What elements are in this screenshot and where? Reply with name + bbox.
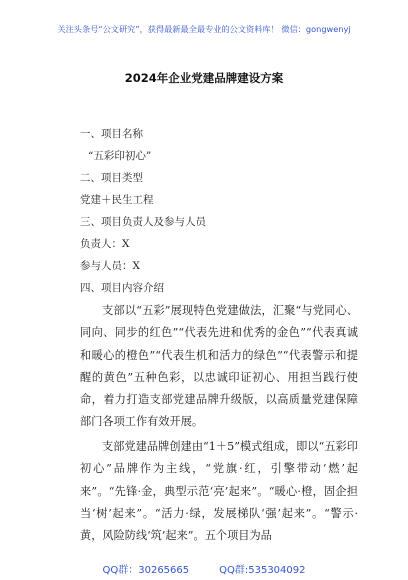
- qq-group-1: QQ群：30265665: [102, 565, 190, 576]
- section-heading-people: 三、项目负责人及参与人员: [80, 216, 206, 228]
- body-paragraph-2-text: 支部党建品牌创建由“1＋5”模式组成，即以“五彩印初心”品牌作为主线，“党旗·红，引擎带动‘燃’起来”。“先锋·金，典型示范‘亮’起来”。“暖心·橙，固企担当‘树’起来”。“活力·绿，发展梯队‘强’起来”。“警示·黄，风险防线‘筑’起来”。五个项目为品: [80, 440, 358, 543]
- document-title: 2024年企业党建品牌建设方案: [124, 71, 284, 85]
- body-paragraph-1: [80, 300, 358, 434]
- body-paragraph-1-text: 支部以“五彩”展现特色党建做法，汇聚“与党同心、同向、同步的红色”“代表先进和优秀的金色”“代表真诚和暖心的橙色”“代表生机和活力的绿色”“代表警示和提醒的黄色”五种色彩，以忠诚印证初心、用担当践行使命，着力打造支部党建品牌升级版，以高质量党建保障部门各项工作有效开展。: [80, 304, 358, 429]
- project-type-value: 党建＋民生工程: [80, 194, 154, 206]
- promo-banner: 关注头条号“公文研究”，获得最新最全最专业的公文资料库！ 微信：gongwenyj: [57, 24, 351, 34]
- participants-line: 参与人员：X: [80, 260, 140, 272]
- section-heading-content: 四、项目内容介绍: [80, 282, 164, 294]
- leader-line: 负责人：X: [80, 238, 130, 250]
- section-heading-name: 一、项目名称: [80, 128, 143, 140]
- project-name-value: “五彩印初心”: [88, 150, 152, 162]
- section-heading-type: 二、项目类型: [80, 172, 143, 184]
- qq-group-2: QQ群:535304092: [219, 565, 306, 576]
- body-paragraph-2: [80, 436, 358, 547]
- qq-footer: [0, 561, 408, 576]
